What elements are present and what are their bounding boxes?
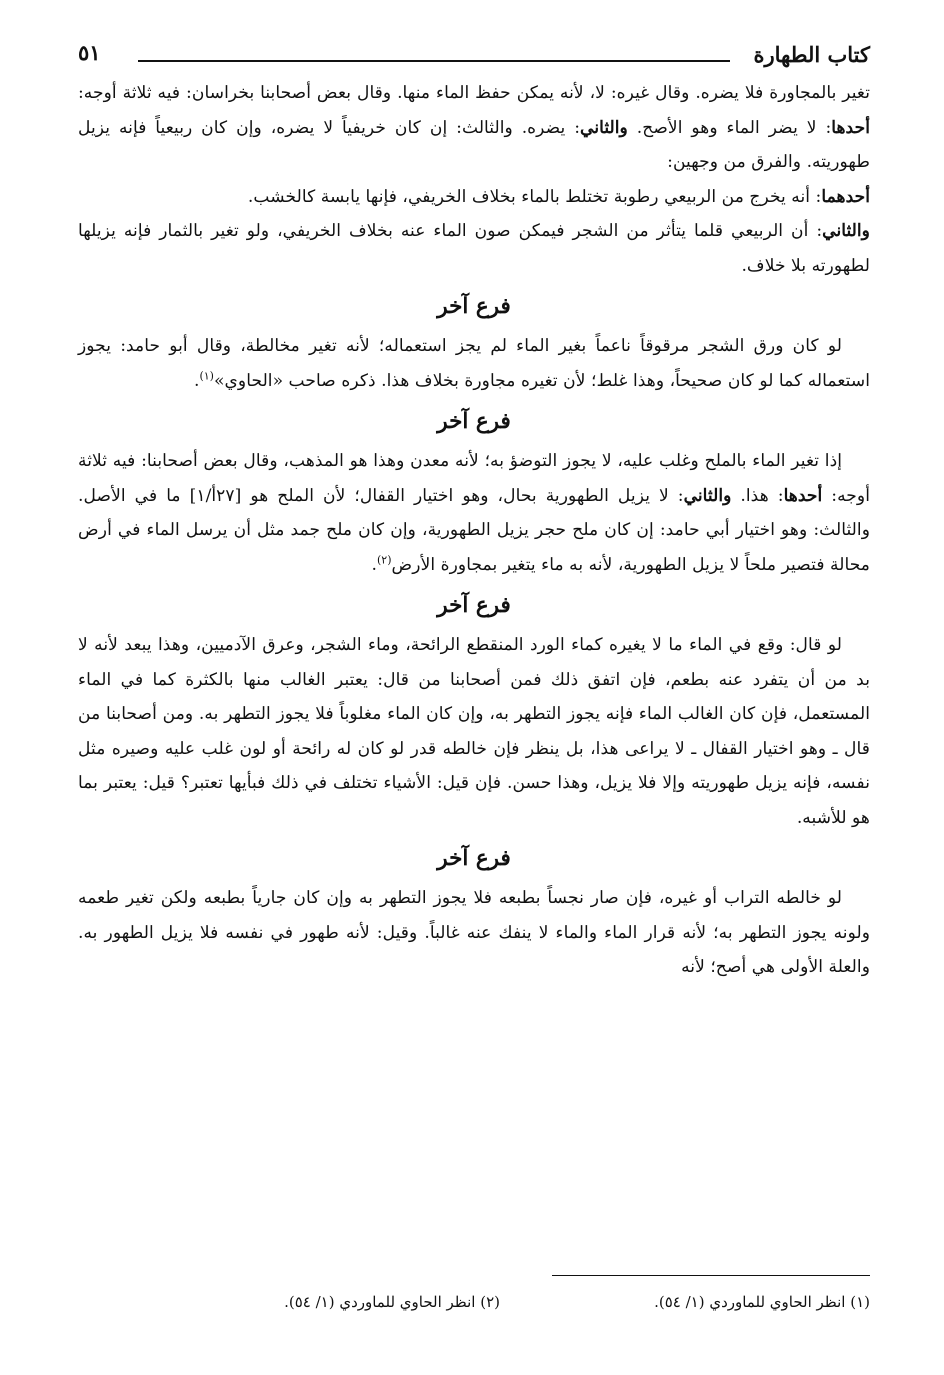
paragraph-text: : لا يزيل الطهورية بحال، وهو اختيار القفال؛ لأن الملح هو [٢٧أ/١] ما في الأصل. والثالث: وهو اختيار أبي حامد: إن كان ملح حجر يزيل الطهورية، وإن كان ملح جمد مثل أن يرسل الماء في أرض محالة فتصير ملحاً لا يزيل الطهورية، لأنه به ماء يتغير بمجاورة الأرض: [78, 485, 870, 575]
paragraph-text: لو خالطه التراب أو غيره، فإن صار نجساً بطبعه فلا يجوز التطهر به وإن كان جارياً بطبعه ولكن تغير طعمه ولونه يجوز التطهر به؛ لأنه قرار الماء والماء لا ينفك عنه غالباً. وقيل: لأنه طهور في نفسه فلا يزيل الطهور به. والعلة الأولى هي أصح؛ لأنه: [78, 888, 870, 977]
paragraph: [78, 76, 870, 180]
paragraph-text: .: [193, 370, 200, 391]
paragraph: [78, 881, 870, 985]
bold-term: أحدها: [831, 117, 870, 138]
section-heading: فرع آخر: [437, 409, 511, 434]
paragraph-text: : هذا.: [731, 485, 784, 506]
footnotes: [78, 1293, 870, 1311]
footnote-1: (١) انظر الحاوي للماوردي (١/ ٥٤).: [654, 1293, 870, 1311]
paragraph-text: : أن الربيعي قلما يتأثر من الشجر فيمكن صون الماء عنه بخلاف الخريفي، ولو تغير بالثمار فإنه يزيلها لطهورته بلا خلاف.: [78, 221, 870, 276]
bold-term: والثاني: [822, 221, 870, 241]
footnote-ref[interactable]: (٢): [376, 552, 392, 566]
section-heading: فرع آخر: [437, 294, 511, 319]
footnote-2: (٢) انظر الحاوي للماوردي (١/ ٥٤).: [284, 1293, 500, 1311]
paragraph: [78, 444, 870, 582]
paragraph-text: : يضره. والثالث: إن كان خريفياً لا يضره، وإن كان ربيعياً فإنه يزيل طهوريته. والفرق من وجهين:: [78, 117, 870, 172]
paragraph: [78, 628, 870, 835]
section-heading: فرع آخر: [437, 593, 511, 618]
bold-term: والثاني: [580, 117, 628, 138]
paragraph-text: لو قال: وقع في الماء ما لا يغيره كماء الورد المنقطع الرائحة، وماء الشجر، وعرق الآدميين، وهذا يبعد لأنه لا بد من أن يتفرد عنه بطعم، فإن اتفق ذلك فمن أصحابنا من قال: يعتبر الغالب منها بالكثرة كما في الماء المستعمل، فإن كان الغالب الماء فإنه يجوز التطهر به، وإن كان الماء مغلوباً فلا يجوز التطهر به. ومن أصحابنا من قال ـ وهو اختيار القفال ـ لا يراعى هذا، بل ينظر فإن خالطه قدر لو كان له رائحة أو لون غلب عليه وصيره مثل نفسه، فإنه يزيل طهوريته وإلا فلا يزيل، وهذا حسن. فإن قيل: الأشياء تختلف في ذلك فبأيها تعتبر؟ قيل: يعتبر بما هو للأشبه.: [78, 635, 870, 828]
page-header: [78, 30, 870, 76]
book-page: [78, 30, 871, 1311]
section-heading: فرع آخر: [437, 846, 511, 871]
paragraph-text: لو كان ورق الشجر مرقوقاً ناعماً بغير الماء لم يجز استعماله؛ لأنه تغير مخالطة، وقال أبو حامد: يجوز استعماله كما لو كان صحيحاً، وهذا غلط؛ لأن تغيره مجاورة بخلاف هذا. ذكره صاحب «الحاوي»: [78, 336, 870, 391]
running-title: كتاب الطهارة: [753, 42, 870, 67]
paragraph: [78, 329, 870, 398]
paragraph-text: .: [371, 554, 377, 575]
bold-term: والثاني: [683, 485, 732, 506]
paragraph-text: تغير بالمجاورة فلا يضره. وقال غيره: لا، لأنه يمكن حفظ الماء منها. وقال بعض أصحابنا بخراسان: فيه ثلاثة أوجه:: [78, 83, 870, 103]
header-rule: [138, 60, 730, 62]
footnote-divider: [552, 1275, 870, 1276]
paragraph-text: إذا تغير الماء بالملح وغلب عليه، لا يجوز التوضؤ به؛ لأنه معدن وهذا هو المذهب، وقال بعض أصحابنا: فيه ثلاثة أوجه:: [78, 451, 871, 506]
bold-term: أحدها: [783, 485, 823, 506]
paragraph-text: : لا يضر الماء وهو الأصح.: [627, 117, 832, 138]
bold-term: أحدهما: [821, 186, 870, 207]
paragraph: [78, 180, 870, 215]
paragraph-text: : أنه يخرج من الربيعي رطوبة تختلط بالماء بخلاف الخريفي، فإنها يابسة كالخشب.: [247, 186, 822, 207]
paragraph: [78, 214, 870, 283]
footnote-ref[interactable]: (١): [199, 368, 214, 382]
page-number: ٥١: [78, 40, 101, 65]
